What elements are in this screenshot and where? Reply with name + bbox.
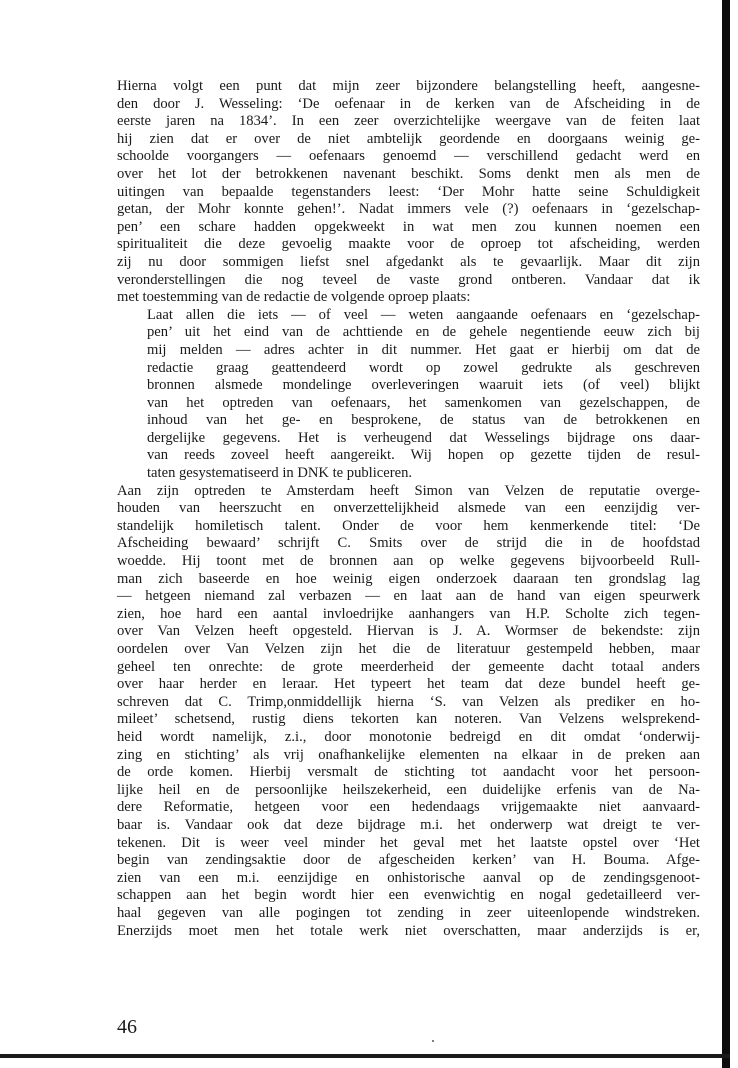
text-line: zij nu door sommigen liefst snel afgedankt als te gevaarlijk. Maar dit zijn [117,253,700,270]
text-line: de orde komen. Hierbij versmalt de stichting tot aandacht voor het persoon- [117,764,700,781]
quote-line: pen’ uit het eind van de achttiende en de gehele negentiende eeuw zich bij [147,324,700,341]
text-line: Enerzijds moet men het totale werk niet overschatten, maar anderzijds is er, [117,922,700,939]
text-line: man zich baseerde en hoe weinig eigen onderzoek daaraan ten grondslag lag [117,570,700,587]
text-line: haal gegeven van alle pogingen tot zending in zeer uiteenlopende windstreken. [117,904,700,921]
text-line: mileet’ schetsend, rustig diens tekorten kan noteren. Van Velzens welsprekend- [117,711,700,728]
text-line: geheel ten onrechte: de grote meerderheid der gemeente dacht totaal anders [117,658,700,675]
page-edge-bottom [0,1054,730,1058]
text-line: Afscheiding bewaard’ schrijft C. Smits over de strijd die in de hoofdstad [117,535,700,552]
quote-line: Laat allen die iets — of veel — weten aangaande oefenaars en ‘gezelschap- [147,306,700,323]
text-line: schoolde voorgangers — oefenaars genoemd — verschillend gedacht werd en [117,148,700,165]
text-line: over Van Velzen heeft opgesteld. Hiervan is J. A. Wormser de bekendste: zijn [117,623,700,640]
text-line: tekenen. Dit is weer veel minder het geval met het laatste opstel over ‘Het [117,834,700,851]
text-line: zien, hoe hard een aantal invloedrijke aanhangers van H.P. Scholte zich tegen- [117,605,700,622]
quote-line: dergelijke gegevens. Het is verheugend dat Wesselings bijdrage ons daar- [147,429,700,446]
text-line: over het lot der betrokkenen navenant beschikt. Soms denkt men als men de [117,165,700,182]
text-line: eerste jaren na 1834’. In een zeer overzichtelijke weergave van de feiten laat [117,113,700,130]
text-line: woedde. Hij toont met de bronnen aan op welke gegevens bijvoorbeeld Rull- [117,553,700,570]
text-line: hij zien dat er over de niet ambtelijk geordende en doorgaans weinig ge- [117,130,700,147]
text-line: — hetgeen niemand zal verbazen — en laat aan de hand van eigen speurwerk [117,588,700,605]
text-line: dere Reformatie, hetgeen voor een hedendaags vrijgemaakte niet aanvaard- [117,799,700,816]
text-line: Hierna volgt een punt dat mijn zeer bijzondere belangstelling heeft, aangesne- [117,78,700,94]
text-line: uitingen van bepaalde tegenstanders leest: ‘Der Mohr hatte seine Schuldigkeit [117,183,700,200]
quote-line: taten gesystematiseerd in DNK te publiceren. [147,465,413,482]
scan-speck [432,1040,434,1042]
text-line: zien van een m.i. eenzijdige en onhistorische aanval op de zendingsgenoot- [117,869,700,886]
quote-line: bronnen alsmede mondelinge overleveringen waaruit iets (of veel) blijkt [147,377,700,394]
text-line: houden van heerszucht en onverzettelijkheid alsmede van een eenzijdig ver- [117,500,700,517]
text-line: zing en stichting’ als vrij onafhankelijke elementen na elkaar in de preken aan [117,746,700,763]
text-line: over haar herder en leraar. Het typeert het team dat deze bundel heeft ge- [117,676,700,693]
text-line: Aan zijn optreden te Amsterdam heeft Simon van Velzen de reputatie overge- [117,482,700,499]
text-line: lijke heil en de persoonlijke heilszekerheid, een duidelijke erfenis van de Na- [117,781,700,798]
quote-line: van het optreden van oefenaars, het samenkomen van gezelschappen, de [147,394,700,411]
text-line: baar is. Vandaar ook dat deze bijdrage m.i. het onderwerp wat dreigt te ver- [117,816,700,833]
text-line: schappen aan het begin wordt hier een evenwichtig en nogal gedetailleerd ver- [117,887,700,904]
text-line: heid wordt namelijk, z.i., door monotonie bedreigd en dit omdat ‘onderwij- [117,728,700,745]
page-number: 46 [117,1016,137,1038]
text-line: den door J. Wesseling: ‘De oefenaar in de kerken van de Afscheiding in de [117,95,700,112]
text-line: veronderstellingen die nog teveel de vaste grond ontberen. Vandaar dat ik [117,271,700,288]
quote-line: redactie graag geattendeerd wordt op zowel gedrukte als geschreven [147,359,700,376]
quote-line: mij melden — adres achter in dit nummer. Het gaat er hierbij om dat de [147,341,700,358]
text-line: met toestemming van de redactie de volgende oproep plaats: [117,289,471,306]
body-text [117,78,700,940]
text-line: spiritualiteit die deze gevoelig maakte voor de oproep tot afscheiding, werden [117,236,700,253]
quote-line: inhoud van het ge- en besprokene, de status van de betrokkenen en [147,412,700,429]
text-line: oordelen over Van Velzen zijn het die de literatuur gestempeld hebben, maar [117,641,700,657]
text-line: begin van zendingsaktie door de afgescheiden kerken’ van H. Bouma. Afge- [117,852,700,869]
text-line: standelijk homiletisch talent. Onder de voor hem kenmerkende titel: ‘De [117,517,700,534]
text-line: schreven dat C. Trimp,onmiddellijk hierna ‘S. van Velzen als prediker en ho- [117,693,700,710]
quote-line: van reeds zoveel heeft aangereikt. Wij hopen op gezette tijden de resul- [147,447,700,464]
text-line: pen’ een schare hadden opgekweekt in wat men zou kunnen noemen een [117,218,700,235]
page-edge-right [722,0,730,1068]
text-line: getan, der Mohr konnte gehen!’. Nadat immers vele (?) oefenaars in ‘gezelschap- [117,201,700,218]
